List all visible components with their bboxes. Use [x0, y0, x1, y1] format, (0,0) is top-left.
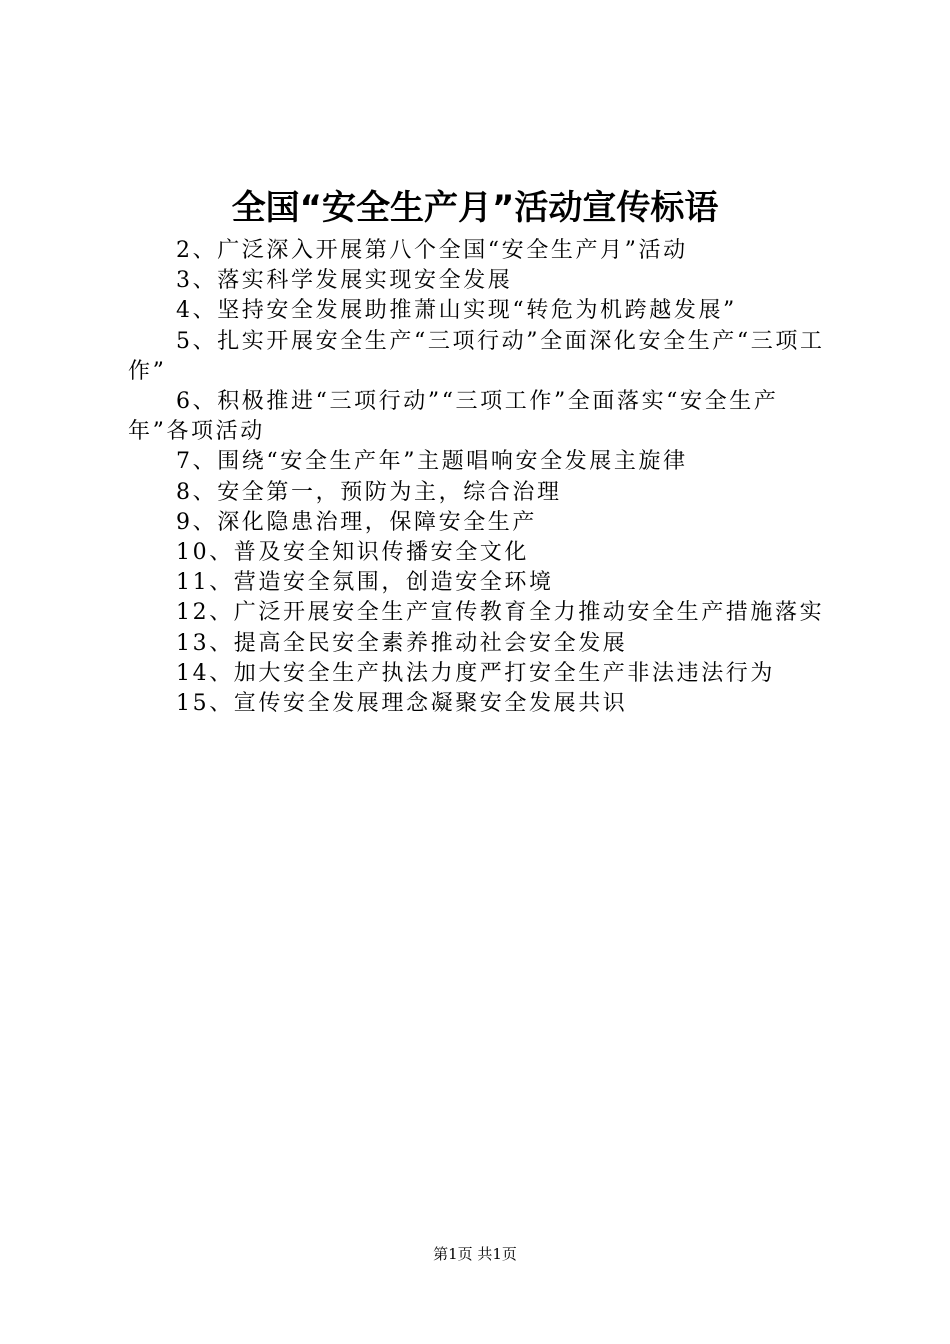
slogan-item: 11、营造安全氛围，创造安全环境	[176, 570, 554, 596]
slogan-item: 6、积极推进“三项行动”“三项工作”全面落实“安全生产年”各项活动	[128, 389, 779, 445]
document-title: 全国“安全生产月”活动宣传标语	[231, 188, 719, 228]
slogan-item: 8、安全第一，预防为主，综合治理	[176, 479, 562, 505]
slogan-item: 10、普及安全知识传播安全文化	[176, 540, 529, 566]
slogan-list	[128, 236, 830, 719]
slogan-item: 9、深化隐患治理，保障安全生产	[176, 509, 537, 535]
page-footer: 第1页 共1页	[433, 1245, 517, 1263]
slogan-item: 4、坚持安全发展助推萧山实现“转危为机跨越发展”	[176, 298, 737, 324]
slogan-item: 2、广泛深入开展第八个全国“安全生产月”活动	[176, 238, 688, 263]
slogan-item: 3、落实科学发展实现安全发展	[176, 268, 513, 294]
slogan-item: 15、宣传安全发展理念凝聚安全发展共识	[176, 691, 628, 717]
slogan-item: 12、广泛开展安全生产宣传教育全力推动安全生产措施落实	[176, 600, 825, 626]
slogan-item: 5、扎实开展安全生产“三项行动”全面深化安全生产“三项工作”	[128, 328, 825, 384]
slogan-item: 7、围绕“安全生产年”主题唱响安全发展主旋律	[176, 449, 688, 475]
slogan-item: 14、加大安全生产执法力度严打安全生产非法违法行为	[176, 660, 775, 686]
slogan-item: 13、提高全民安全素养推动社会安全发展	[176, 630, 628, 656]
